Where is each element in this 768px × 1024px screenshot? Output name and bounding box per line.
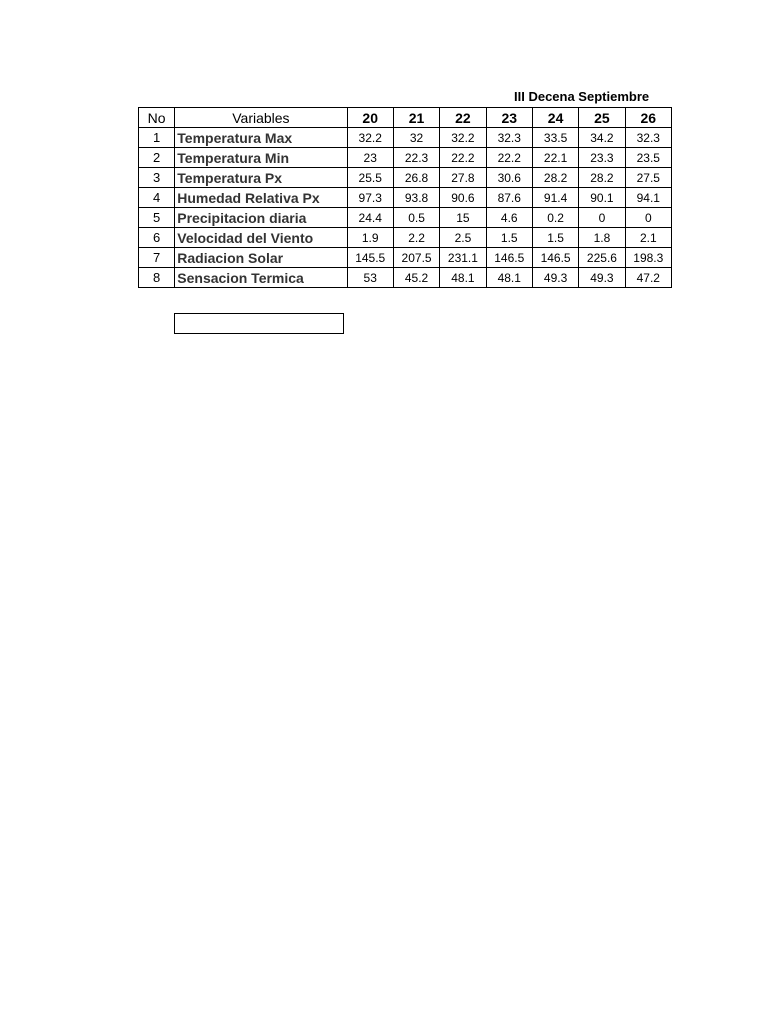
cell-value: 27.8 (440, 168, 486, 188)
row-variable: Radiacion Solar (175, 248, 347, 268)
cell-value: 22.1 (532, 148, 578, 168)
header-day: 23 (486, 108, 532, 128)
cell-value: 1.5 (486, 228, 532, 248)
cell-value: 23.3 (579, 148, 625, 168)
cell-value: 198.3 (625, 248, 671, 268)
row-number: 1 (139, 128, 175, 148)
header-day: 21 (393, 108, 439, 128)
cell-value: 90.1 (579, 188, 625, 208)
cell-value: 26.8 (393, 168, 439, 188)
cell-value: 32.2 (440, 128, 486, 148)
row-number: 7 (139, 248, 175, 268)
table-row (139, 208, 672, 228)
cell-value: 33.5 (532, 128, 578, 148)
cell-value: 23 (347, 148, 393, 168)
cell-value: 28.2 (579, 168, 625, 188)
cell-value: 34.2 (579, 128, 625, 148)
cell-value: 48.1 (486, 268, 532, 288)
header-day: 22 (440, 108, 486, 128)
table-row (139, 128, 672, 148)
row-number: 6 (139, 228, 175, 248)
cell-value: 207.5 (393, 248, 439, 268)
cell-value: 32.3 (486, 128, 532, 148)
header-day: 24 (532, 108, 578, 128)
cell-value: 145.5 (347, 248, 393, 268)
row-variable: Temperatura Max (175, 128, 347, 148)
table-heading: III Decena Septiembre (514, 89, 650, 104)
cell-value: 30.6 (486, 168, 532, 188)
table-row (139, 248, 672, 268)
cell-value: 22.2 (486, 148, 532, 168)
cell-value: 25.5 (347, 168, 393, 188)
cell-value: 49.3 (532, 268, 578, 288)
cell-value: 146.5 (486, 248, 532, 268)
cell-value: 22.2 (440, 148, 486, 168)
row-number: 2 (139, 148, 175, 168)
cell-value: 45.2 (393, 268, 439, 288)
row-variable: Temperatura Px (175, 168, 347, 188)
cell-value: 1.5 (532, 228, 578, 248)
header-day: 26 (625, 108, 671, 128)
cell-value: 2.5 (440, 228, 486, 248)
empty-cell-box (174, 313, 344, 334)
cell-value: 231.1 (440, 248, 486, 268)
cell-value: 2.1 (625, 228, 671, 248)
table-row (139, 268, 672, 288)
cell-value: 32.2 (347, 128, 393, 148)
cell-value: 4.6 (486, 208, 532, 228)
cell-value: 146.5 (532, 248, 578, 268)
cell-value: 53 (347, 268, 393, 288)
header-no: No (139, 108, 175, 128)
cell-value: 32 (393, 128, 439, 148)
header-variables: Variables (175, 108, 347, 128)
row-number: 5 (139, 208, 175, 228)
cell-value: 24.4 (347, 208, 393, 228)
cell-value: 47.2 (625, 268, 671, 288)
table-row (139, 168, 672, 188)
cell-value: 28.2 (532, 168, 578, 188)
cell-value: 15 (440, 208, 486, 228)
row-variable: Velocidad del Viento (175, 228, 347, 248)
row-number: 4 (139, 188, 175, 208)
cell-value: 48.1 (440, 268, 486, 288)
row-variable: Humedad Relativa Px (175, 188, 347, 208)
header-day: 25 (579, 108, 625, 128)
row-number: 8 (139, 268, 175, 288)
row-variable: Sensacion Termica (175, 268, 347, 288)
weather-table (138, 107, 672, 288)
row-number: 3 (139, 168, 175, 188)
cell-value: 94.1 (625, 188, 671, 208)
cell-value: 1.9 (347, 228, 393, 248)
cell-value: 23.5 (625, 148, 671, 168)
cell-value: 27.5 (625, 168, 671, 188)
cell-value: 22.3 (393, 148, 439, 168)
cell-value: 90.6 (440, 188, 486, 208)
cell-value: 0 (579, 208, 625, 228)
cell-value: 49.3 (579, 268, 625, 288)
cell-value: 0.2 (532, 208, 578, 228)
table-row (139, 228, 672, 248)
row-variable: Temperatura Min (175, 148, 347, 168)
cell-value: 32.3 (625, 128, 671, 148)
cell-value: 93.8 (393, 188, 439, 208)
cell-value: 1.8 (579, 228, 625, 248)
row-variable: Precipitacion diaria (175, 208, 347, 228)
cell-value: 0.5 (393, 208, 439, 228)
cell-value: 97.3 (347, 188, 393, 208)
cell-value: 0 (625, 208, 671, 228)
cell-value: 2.2 (393, 228, 439, 248)
cell-value: 91.4 (532, 188, 578, 208)
cell-value: 87.6 (486, 188, 532, 208)
table-header-row (139, 108, 672, 128)
cell-value: 225.6 (579, 248, 625, 268)
table-row (139, 148, 672, 168)
table-row (139, 188, 672, 208)
header-day: 20 (347, 108, 393, 128)
